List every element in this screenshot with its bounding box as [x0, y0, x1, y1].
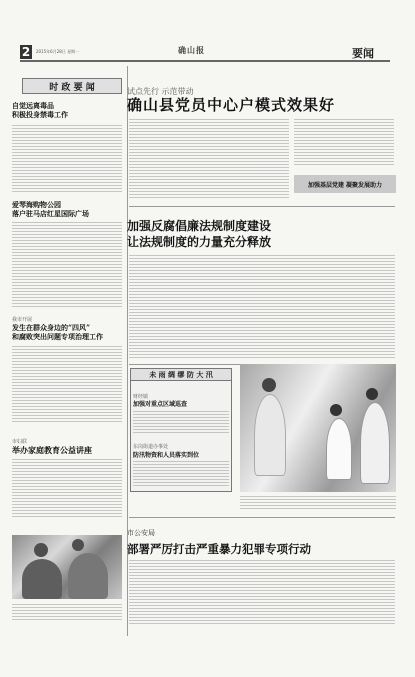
bottom-body	[129, 560, 395, 626]
article4-body	[12, 459, 122, 517]
feature-title-line2: 让法规制度的力量充分释放	[127, 235, 272, 249]
photo-police-caption	[240, 496, 396, 510]
lead-slogan-text: 加强基层党建 凝聚发展助力	[307, 181, 383, 189]
photo-person	[366, 388, 378, 400]
feature-rule	[129, 206, 395, 207]
flood-item1-tag: 财经镇	[133, 394, 149, 400]
photo-person	[262, 378, 276, 392]
article2-title: 爱琴海购物公园 落户驻马店红星国际广场	[12, 200, 89, 218]
article4-title: 举办家庭教育公益讲座	[12, 445, 92, 455]
article1-title: 自觉远离毒品 积极投身禁毒工作	[12, 101, 68, 119]
page-number: 2	[21, 45, 31, 59]
photo-lecture	[12, 535, 122, 599]
photo-person	[22, 559, 62, 599]
photo-person	[360, 402, 390, 484]
feature-body	[129, 255, 395, 360]
photo-police	[240, 364, 396, 492]
photo-caption	[12, 604, 122, 622]
header-rule	[20, 60, 390, 62]
lead-kicker: 试点先行 示范带动	[127, 87, 194, 96]
lead-slogan	[294, 175, 396, 193]
photo-person	[34, 543, 48, 557]
lead-title: 确山县党员中心户模式效果好	[127, 96, 336, 114]
lead-body-right	[294, 119, 394, 167]
paper-name: 确山报	[178, 45, 205, 55]
page-number-box	[20, 45, 32, 59]
section-banner	[22, 78, 122, 94]
flood-item2-tag: 东岗街道办事处	[133, 444, 169, 450]
flood-banner-label: 未 雨 绸 缪 防 大 汛	[149, 371, 213, 379]
photo-person	[72, 539, 84, 551]
flood-item1-body	[133, 411, 229, 435]
photo-person	[68, 553, 108, 599]
photo-person	[254, 394, 286, 476]
lead-body	[129, 119, 289, 199]
photo-person	[330, 404, 342, 416]
flood-item2-body	[133, 461, 229, 487]
flood-item1-title: 加强对重点区域巡查	[133, 401, 188, 408]
bottom-title: 部署严厉打击严重暴力犯罪专项行动	[127, 542, 311, 556]
article3-tag: 我市开展	[12, 317, 33, 323]
article3-title: 发生在群众身边的“四风” 和腐败突出问题专项治理工作	[12, 323, 103, 341]
article2-body	[12, 222, 122, 308]
photo-person	[326, 418, 352, 480]
flood-box	[130, 380, 232, 492]
section-title: 要闻	[352, 47, 374, 60]
article1-body	[12, 125, 122, 193]
section-banner-label: 时 政 要 闻	[49, 82, 95, 93]
article3-body	[12, 346, 122, 422]
header-date: 2015年6月28日 星期一	[36, 49, 80, 54]
flood-item2-title: 防汛物资和人员落实到位	[133, 452, 200, 459]
article4-tag: 市妇联	[12, 439, 28, 445]
bottom-rule	[129, 517, 395, 518]
feature-title-line1: 加强反腐倡廉法规制度建设	[127, 219, 272, 233]
bottom-tag: 市公安局	[127, 529, 155, 537]
